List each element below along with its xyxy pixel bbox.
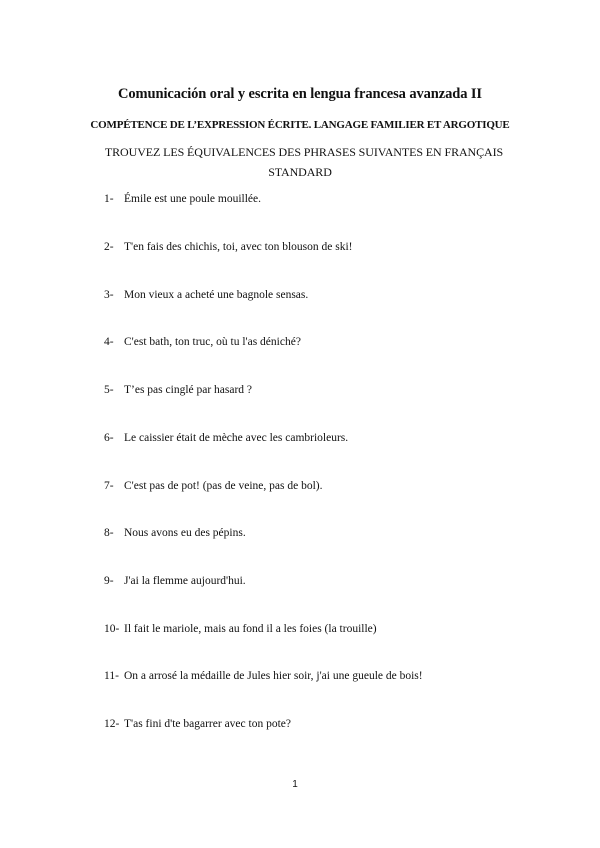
exercise-item-3: [104, 289, 308, 301]
item-number: 7-: [104, 480, 114, 492]
item-number: 11-: [104, 670, 119, 682]
document-subtitle: COMPÉTENCE DE L’EXPRESSION ÉCRITE. LANGAGE FAMILIER ET ARGOTIQUE: [90, 119, 510, 131]
item-text: Émile est une poule mouillée.: [124, 193, 262, 205]
document-title: Comunicación oral y escrita en lengua francesa avanzada II: [118, 86, 482, 102]
exercise-item-12: [104, 718, 291, 730]
item-text: C'est pas de pot! (pas de veine, pas de bol).: [124, 480, 323, 492]
instruction-line-2: STANDARD: [268, 165, 332, 179]
item-text: Mon vieux a acheté une bagnole sensas.: [124, 289, 309, 301]
exercise-item-4: [104, 336, 301, 348]
item-number: 9-: [104, 575, 114, 587]
item-number: 10-: [104, 623, 120, 635]
item-text: On a arrosé la médaille de Jules hier soir, j'ai une gueule de bois!: [124, 670, 423, 682]
exercise-item-2: [104, 241, 353, 253]
exercise-item-9: [104, 575, 246, 587]
item-text: Il fait le mariole, mais au fond il a les foies (la trouille): [124, 623, 377, 635]
exercise-item-7: [104, 480, 322, 492]
item-number: 8-: [104, 527, 114, 539]
page-number: 1: [292, 779, 298, 790]
item-text: J'ai la flemme aujourd'hui.: [124, 575, 246, 587]
exercise-item-10: [104, 623, 377, 635]
item-text: C'est bath, ton truc, où tu l'as déniché?: [124, 336, 301, 348]
item-number: 6-: [104, 432, 114, 444]
item-number: 3-: [104, 289, 114, 301]
exercise-item-5: [104, 384, 252, 396]
item-number: 4-: [104, 336, 114, 348]
item-text: Nous avons eu des pépins.: [124, 527, 246, 539]
instruction-line-1: TROUVEZ LES ÉQUIVALENCES DES PHRASES SUIVANTES EN FRANÇAIS: [104, 145, 504, 159]
item-number: 12-: [104, 718, 120, 730]
item-text: T'en fais des chichis, toi, avec ton blouson de ski!: [124, 241, 353, 253]
item-text: Le caissier était de mèche avec les cambrioleurs.: [124, 432, 349, 444]
item-number: 1-: [104, 193, 114, 205]
item-text: T'as fini d'te bagarrer avec ton pote?: [124, 718, 291, 730]
exercise-item-1: [104, 193, 261, 205]
exercise-item-11: [104, 670, 423, 682]
item-number: 5-: [104, 384, 114, 396]
exercise-item-6: [104, 432, 348, 444]
item-text: T’es pas cinglé par hasard ?: [124, 384, 253, 396]
exercise-item-8: [104, 527, 246, 539]
item-number: 2-: [104, 241, 114, 253]
